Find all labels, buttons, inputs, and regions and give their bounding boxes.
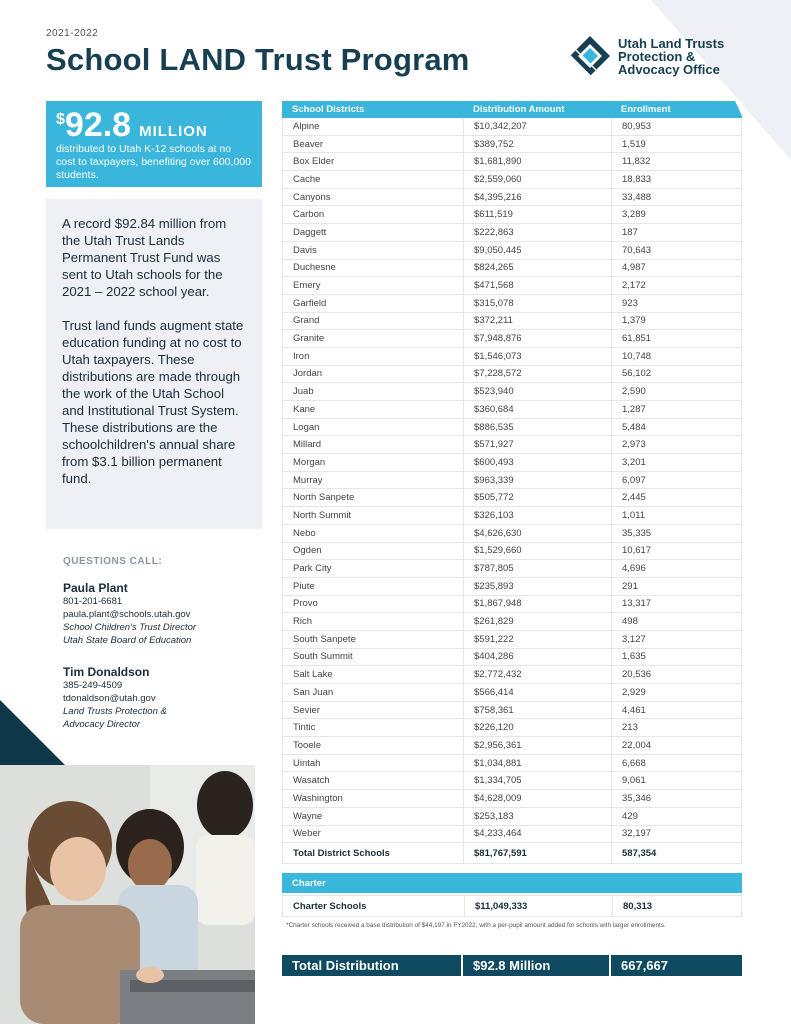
district-cell: Sevier: [282, 702, 463, 719]
amount-number: 92.8: [64, 106, 132, 144]
contact-role: Land Trusts Protection &: [63, 706, 167, 717]
enrollment-cell: 429: [611, 808, 742, 825]
charter-label: Charter Schools: [293, 900, 367, 912]
table-row: [282, 454, 742, 472]
table-row: [282, 543, 742, 561]
district-cell: Ogden: [282, 543, 463, 560]
district-cell: Cache: [282, 171, 463, 188]
total-amount: $81,767,591: [463, 843, 611, 863]
charter-enrollment: 80,313: [612, 896, 741, 916]
amount-cell: $315,078: [463, 295, 611, 312]
enrollment-cell: 187: [611, 224, 742, 241]
diamond-logo-icon: [568, 34, 612, 78]
enrollment-cell: 10,748: [611, 348, 742, 365]
table-row: [282, 631, 742, 649]
district-cell: Rich: [282, 613, 463, 630]
table-row: [282, 401, 742, 419]
amount-cell: $222,863: [463, 224, 611, 241]
table-row: [282, 507, 742, 525]
enrollment-cell: 22,004: [611, 737, 742, 754]
contact-role: School Children's Trust Director: [63, 622, 197, 633]
table-row: [282, 826, 742, 844]
contact-name: Tim Donaldson: [63, 665, 150, 679]
logo-line-1: Utah Land Trusts: [618, 35, 725, 51]
district-cell: Millard: [282, 436, 463, 453]
enrollment-cell: 10,617: [611, 543, 742, 560]
district-cell: Tintic: [282, 719, 463, 736]
enrollment-cell: 2,929: [611, 684, 742, 701]
amount-cell: $7,228,572: [463, 366, 611, 383]
amount-cell: $963,339: [463, 472, 611, 489]
district-cell: North Sanpete: [282, 489, 463, 506]
table-row: [282, 419, 742, 437]
amount-cell: $1,546,073: [463, 348, 611, 365]
table-row: [282, 737, 742, 755]
enrollment-cell: 18,833: [611, 171, 742, 188]
district-cell: San Juan: [282, 684, 463, 701]
table-row: [282, 755, 742, 773]
district-table: [282, 101, 742, 864]
district-cell: Wasatch: [282, 772, 463, 789]
page-title: School LAND Trust Program: [46, 42, 470, 77]
logo-text: [618, 37, 724, 76]
district-cell: Alpine: [282, 118, 463, 135]
district-cell: Carbon: [282, 206, 463, 223]
district-cell: Juab: [282, 383, 463, 400]
table-row: [282, 525, 742, 543]
amount-cell: $505,772: [463, 489, 611, 506]
amount-cell: $372,211: [463, 313, 611, 330]
table-row: [282, 790, 742, 808]
district-cell: Iron: [282, 348, 463, 365]
contact-phone[interactable]: 385-249-4509: [63, 680, 123, 691]
amount-cell: $471,568: [463, 277, 611, 294]
table-row: [282, 808, 742, 826]
table-row: [282, 649, 742, 667]
district-cell: Duchesne: [282, 260, 463, 277]
enrollment-cell: 1,519: [611, 136, 742, 153]
amount-cell: $4,628,009: [463, 790, 611, 807]
contact-email[interactable]: paula.plant@schools.utah.gov: [63, 609, 191, 620]
amount-cell: $261,829: [463, 613, 611, 630]
amount-cell: $9,050,445: [463, 242, 611, 259]
table-row: [282, 171, 742, 189]
district-cell: Washington: [282, 790, 463, 807]
amount-cell: $886,535: [463, 419, 611, 436]
enrollment-cell: 35,335: [611, 525, 742, 542]
charter-footnote: *Charter schools received a base distribution of $44,197 in FY2022, with a per-pupil amount added for schools with larger enrollments.: [286, 922, 666, 929]
enrollment-cell: 70,643: [611, 242, 742, 259]
amount-cell: $1,334,705: [463, 772, 611, 789]
amount-cell: $611,519: [463, 206, 611, 223]
header-districts: School Districts: [292, 104, 365, 115]
amount-cell: $253,183: [463, 808, 611, 825]
table-row: [282, 366, 742, 384]
enrollment-cell: 4,987: [611, 260, 742, 277]
table-row: [282, 596, 742, 614]
district-cell: Emery: [282, 277, 463, 294]
questions-label: QUESTIONS CALL:: [63, 556, 163, 567]
office-logo: [568, 34, 724, 78]
district-cell: Uintah: [282, 755, 463, 772]
contact-org: Advocacy Director: [63, 719, 141, 730]
amount-cell: $7,948,876: [463, 330, 611, 347]
amount-cell: $1,681,890: [463, 153, 611, 170]
total-enrollment: 587,354: [611, 843, 742, 863]
district-cell: Daggett: [282, 224, 463, 241]
info-paragraph-2: Trust land funds augment state education funding at no cost to Utah taxpayers. These distributions are made through the work of the Utah School and Institutional Trust System. These distributions are the schoolchildren's annual share from $3.1 billion permanent fund.: [62, 318, 244, 486]
table-row: [282, 702, 742, 720]
amount-cell: $787,805: [463, 560, 611, 577]
district-cell: North Summit: [282, 507, 463, 524]
enrollment-cell: 56,102: [611, 366, 742, 383]
enrollment-cell: 213: [611, 719, 742, 736]
header-amount: Distribution Amount: [473, 104, 565, 115]
enrollment-cell: 1,379: [611, 313, 742, 330]
table-row: [282, 472, 742, 490]
district-cell: Tooele: [282, 737, 463, 754]
contact-card: [63, 581, 263, 647]
district-cell: Canyons: [282, 189, 463, 206]
table-row: [282, 189, 742, 207]
info-panel: [46, 199, 262, 529]
amount-cell: $523,940: [463, 383, 611, 400]
enrollment-cell: 4,461: [611, 702, 742, 719]
grand-total-row: [282, 955, 742, 976]
logo-line-2: Protection &: [618, 48, 696, 64]
enrollment-cell: 4,696: [611, 560, 742, 577]
amount-cell: $4,395,216: [463, 189, 611, 206]
contact-email[interactable]: tdonaldson@utah.gov: [63, 693, 156, 704]
amount-cell: $235,893: [463, 578, 611, 595]
district-cell: Provo: [282, 596, 463, 613]
enrollment-cell: 1,287: [611, 401, 742, 418]
amount-cell: $758,361: [463, 702, 611, 719]
year-label: 2021-2022: [46, 28, 99, 39]
enrollment-cell: 1,011: [611, 507, 742, 524]
enrollment-cell: 20,536: [611, 666, 742, 683]
table-row: [282, 206, 742, 224]
grand-total-label: Total Distribution: [282, 955, 461, 976]
table-row: [282, 684, 742, 702]
amount-cell: $2,559,060: [463, 171, 611, 188]
table-row: [282, 613, 742, 631]
table-row: [282, 295, 742, 313]
amount-cell: $591,222: [463, 631, 611, 648]
grand-total-amount: $92.8 Million: [463, 955, 609, 976]
total-district-row: [282, 843, 742, 864]
enrollment-cell: 6,668: [611, 755, 742, 772]
headline-amount: [56, 107, 252, 143]
headline-subtext: distributed to Utah K-12 schools at no cost to taxpayers, benefiting over 600,000 students.: [56, 143, 251, 181]
district-cell: Garfield: [282, 295, 463, 312]
amount-cell: $4,626,630: [463, 525, 611, 542]
district-cell: Granite: [282, 330, 463, 347]
enrollment-cell: 1,635: [611, 649, 742, 666]
amount-cell: $2,772,432: [463, 666, 611, 683]
amount-cell: $2,956,361: [463, 737, 611, 754]
enrollment-cell: 2,590: [611, 383, 742, 400]
enrollment-cell: 80,953: [611, 118, 742, 135]
enrollment-cell: 35,346: [611, 790, 742, 807]
amount-cell: $824,265: [463, 260, 611, 277]
table-row: [282, 260, 742, 278]
district-cell: Nebo: [282, 525, 463, 542]
enrollment-cell: 291: [611, 578, 742, 595]
table-body: [282, 118, 742, 843]
amount-cell: $4,233,464: [463, 826, 611, 843]
amount-unit: MILLION: [139, 123, 208, 140]
enrollment-cell: 2,445: [611, 489, 742, 506]
amount-cell: $566,414: [463, 684, 611, 701]
enrollment-cell: 9,061: [611, 772, 742, 789]
district-cell: Salt Lake: [282, 666, 463, 683]
contacts-section: [63, 556, 263, 731]
amount-cell: $404,286: [463, 649, 611, 666]
contact-phone[interactable]: 801-201-6681: [63, 596, 123, 607]
contact-name: Paula Plant: [63, 581, 128, 595]
enrollment-cell: 13,317: [611, 596, 742, 613]
headline-box: [46, 101, 262, 187]
enrollment-cell: 3,201: [611, 454, 742, 471]
table-row: [282, 560, 742, 578]
table-row: [282, 118, 742, 136]
amount-cell: $360,684: [463, 401, 611, 418]
amount-cell: $1,529,660: [463, 543, 611, 560]
enrollment-cell: 32,197: [611, 826, 742, 843]
enrollment-cell: 3,127: [611, 631, 742, 648]
enrollment-cell: 5,484: [611, 419, 742, 436]
district-cell: Park City: [282, 560, 463, 577]
district-cell: Beaver: [282, 136, 463, 153]
charter-row: [282, 895, 742, 917]
table-row: [282, 330, 742, 348]
enrollment-cell: 11,832: [611, 153, 742, 170]
table-row: [282, 153, 742, 171]
district-cell: Kane: [282, 401, 463, 418]
students-illustration: [0, 765, 255, 1024]
district-cell: Murray: [282, 472, 463, 489]
enrollment-cell: 3,289: [611, 206, 742, 223]
district-cell: Box Elder: [282, 153, 463, 170]
district-cell: Wayne: [282, 808, 463, 825]
enrollment-cell: 2,172: [611, 277, 742, 294]
district-cell: South Sanpete: [282, 631, 463, 648]
district-cell: Davis: [282, 242, 463, 259]
table-row: [282, 578, 742, 596]
enrollment-cell: 498: [611, 613, 742, 630]
amount-cell: $1,867,948: [463, 596, 611, 613]
enrollment-cell: 61,851: [611, 330, 742, 347]
total-label: Total District Schools: [282, 843, 463, 863]
district-cell: South Summit: [282, 649, 463, 666]
amount-cell: $600,493: [463, 454, 611, 471]
logo-line-3: Advocacy Office: [618, 61, 720, 77]
table-row: [282, 719, 742, 737]
district-cell: Grand: [282, 313, 463, 330]
table-row: [282, 666, 742, 684]
district-cell: Logan: [282, 419, 463, 436]
enrollment-cell: 6,097: [611, 472, 742, 489]
enrollment-cell: 33,488: [611, 189, 742, 206]
enrollment-cell: 2,973: [611, 436, 742, 453]
contact-card: [63, 665, 263, 731]
dollar-sign: $: [56, 111, 65, 128]
table-row: [282, 383, 742, 401]
amount-cell: $1,034,881: [463, 755, 611, 772]
grand-total-enrollment: 667,667: [611, 955, 742, 976]
enrollment-cell: 923: [611, 295, 742, 312]
students-photo: [0, 765, 255, 1024]
amount-cell: $326,103: [463, 507, 611, 524]
amount-cell: $389,752: [463, 136, 611, 153]
table-row: [282, 489, 742, 507]
table-row: [282, 313, 742, 331]
table-row: [282, 136, 742, 154]
amount-cell: $226,120: [463, 719, 611, 736]
info-paragraph-1: A record $92.84 million from the Utah Trust Lands Permanent Trust Fund was sent to Utah schools for the 2021 – 2022 school year.: [62, 216, 227, 299]
district-cell: Piute: [282, 578, 463, 595]
table-row: [282, 436, 742, 454]
table-header: [282, 101, 742, 118]
charter-header: Charter: [282, 873, 742, 893]
district-cell: Weber: [282, 826, 463, 843]
table-row: [282, 242, 742, 260]
contact-org: Utah State Board of Education: [63, 635, 192, 646]
district-cell: Morgan: [282, 454, 463, 471]
header-enrollment: Enrollment: [621, 104, 671, 115]
table-row: [282, 348, 742, 366]
amount-cell: $571,927: [463, 436, 611, 453]
table-row: [282, 224, 742, 242]
charter-amount: $11,049,333: [464, 896, 612, 916]
district-cell: Jordan: [282, 366, 463, 383]
table-row: [282, 772, 742, 790]
table-row: [282, 277, 742, 295]
amount-cell: $10,342,207: [463, 118, 611, 135]
